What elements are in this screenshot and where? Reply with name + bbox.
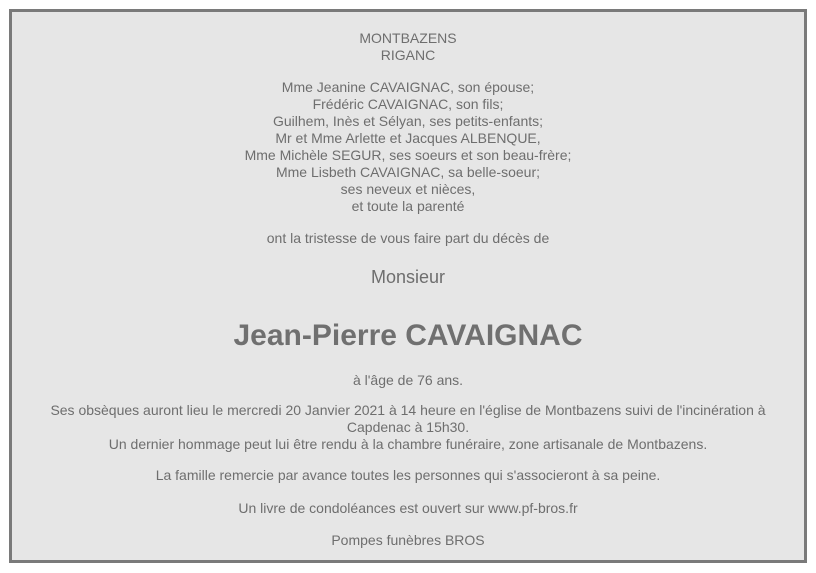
town-name: RIGANC <box>380 47 436 63</box>
funeral-home-name: Pompes funèbres BROS <box>331 532 485 548</box>
deceased-name: Jean-Pierre CAVAIGNAC <box>233 319 583 352</box>
announcement-text: ont la tristesse de vous faire part du décès de <box>266 230 550 246</box>
honorific: Monsieur <box>370 267 446 287</box>
condolences-text: Un livre de condoléances est ouvert sur www.pf-bros.fr <box>238 500 578 516</box>
family-member: Guilhem, Inès et Sélyan, ses petits-enfants; <box>272 113 544 129</box>
family-member: et toute la parenté <box>351 198 465 214</box>
age-text: à l'âge de 76 ans. <box>352 372 464 388</box>
family-member: ses neveux et nièces, <box>340 181 476 197</box>
family-member: Mme Jeanine CAVAIGNAC, son épouse; <box>281 79 535 95</box>
family-member: Frédéric CAVAIGNAC, son fils; <box>312 96 504 112</box>
towns-header <box>12 30 804 64</box>
funeral-service-text: Ses obsèques auront lieu le mercredi 20 Janvier 2021 à 14 heure en l'église de Montbazens suivi de l'incinération à Capdenac à 15h30. <box>50 402 766 435</box>
death-notice <box>9 9 807 563</box>
family-member: Mme Lisbeth CAVAIGNAC, sa belle-soeur; <box>275 164 541 180</box>
thanks-text: La famille remercie par avance toutes les personnes qui s'associeront à sa peine. <box>155 467 661 483</box>
funeral-details <box>32 402 784 453</box>
tribute-text: Un dernier hommage peut lui être rendu à la chambre funéraire, zone artisanale de Montbazens. <box>108 436 708 452</box>
family-member: Mr et Mme Arlette et Jacques ALBENQUE, <box>275 130 541 146</box>
family-member: Mme Michèle SEGUR, ses soeurs et son beau-frère; <box>244 147 572 163</box>
family-list <box>12 79 804 215</box>
town-name: MONTBAZENS <box>359 30 457 46</box>
